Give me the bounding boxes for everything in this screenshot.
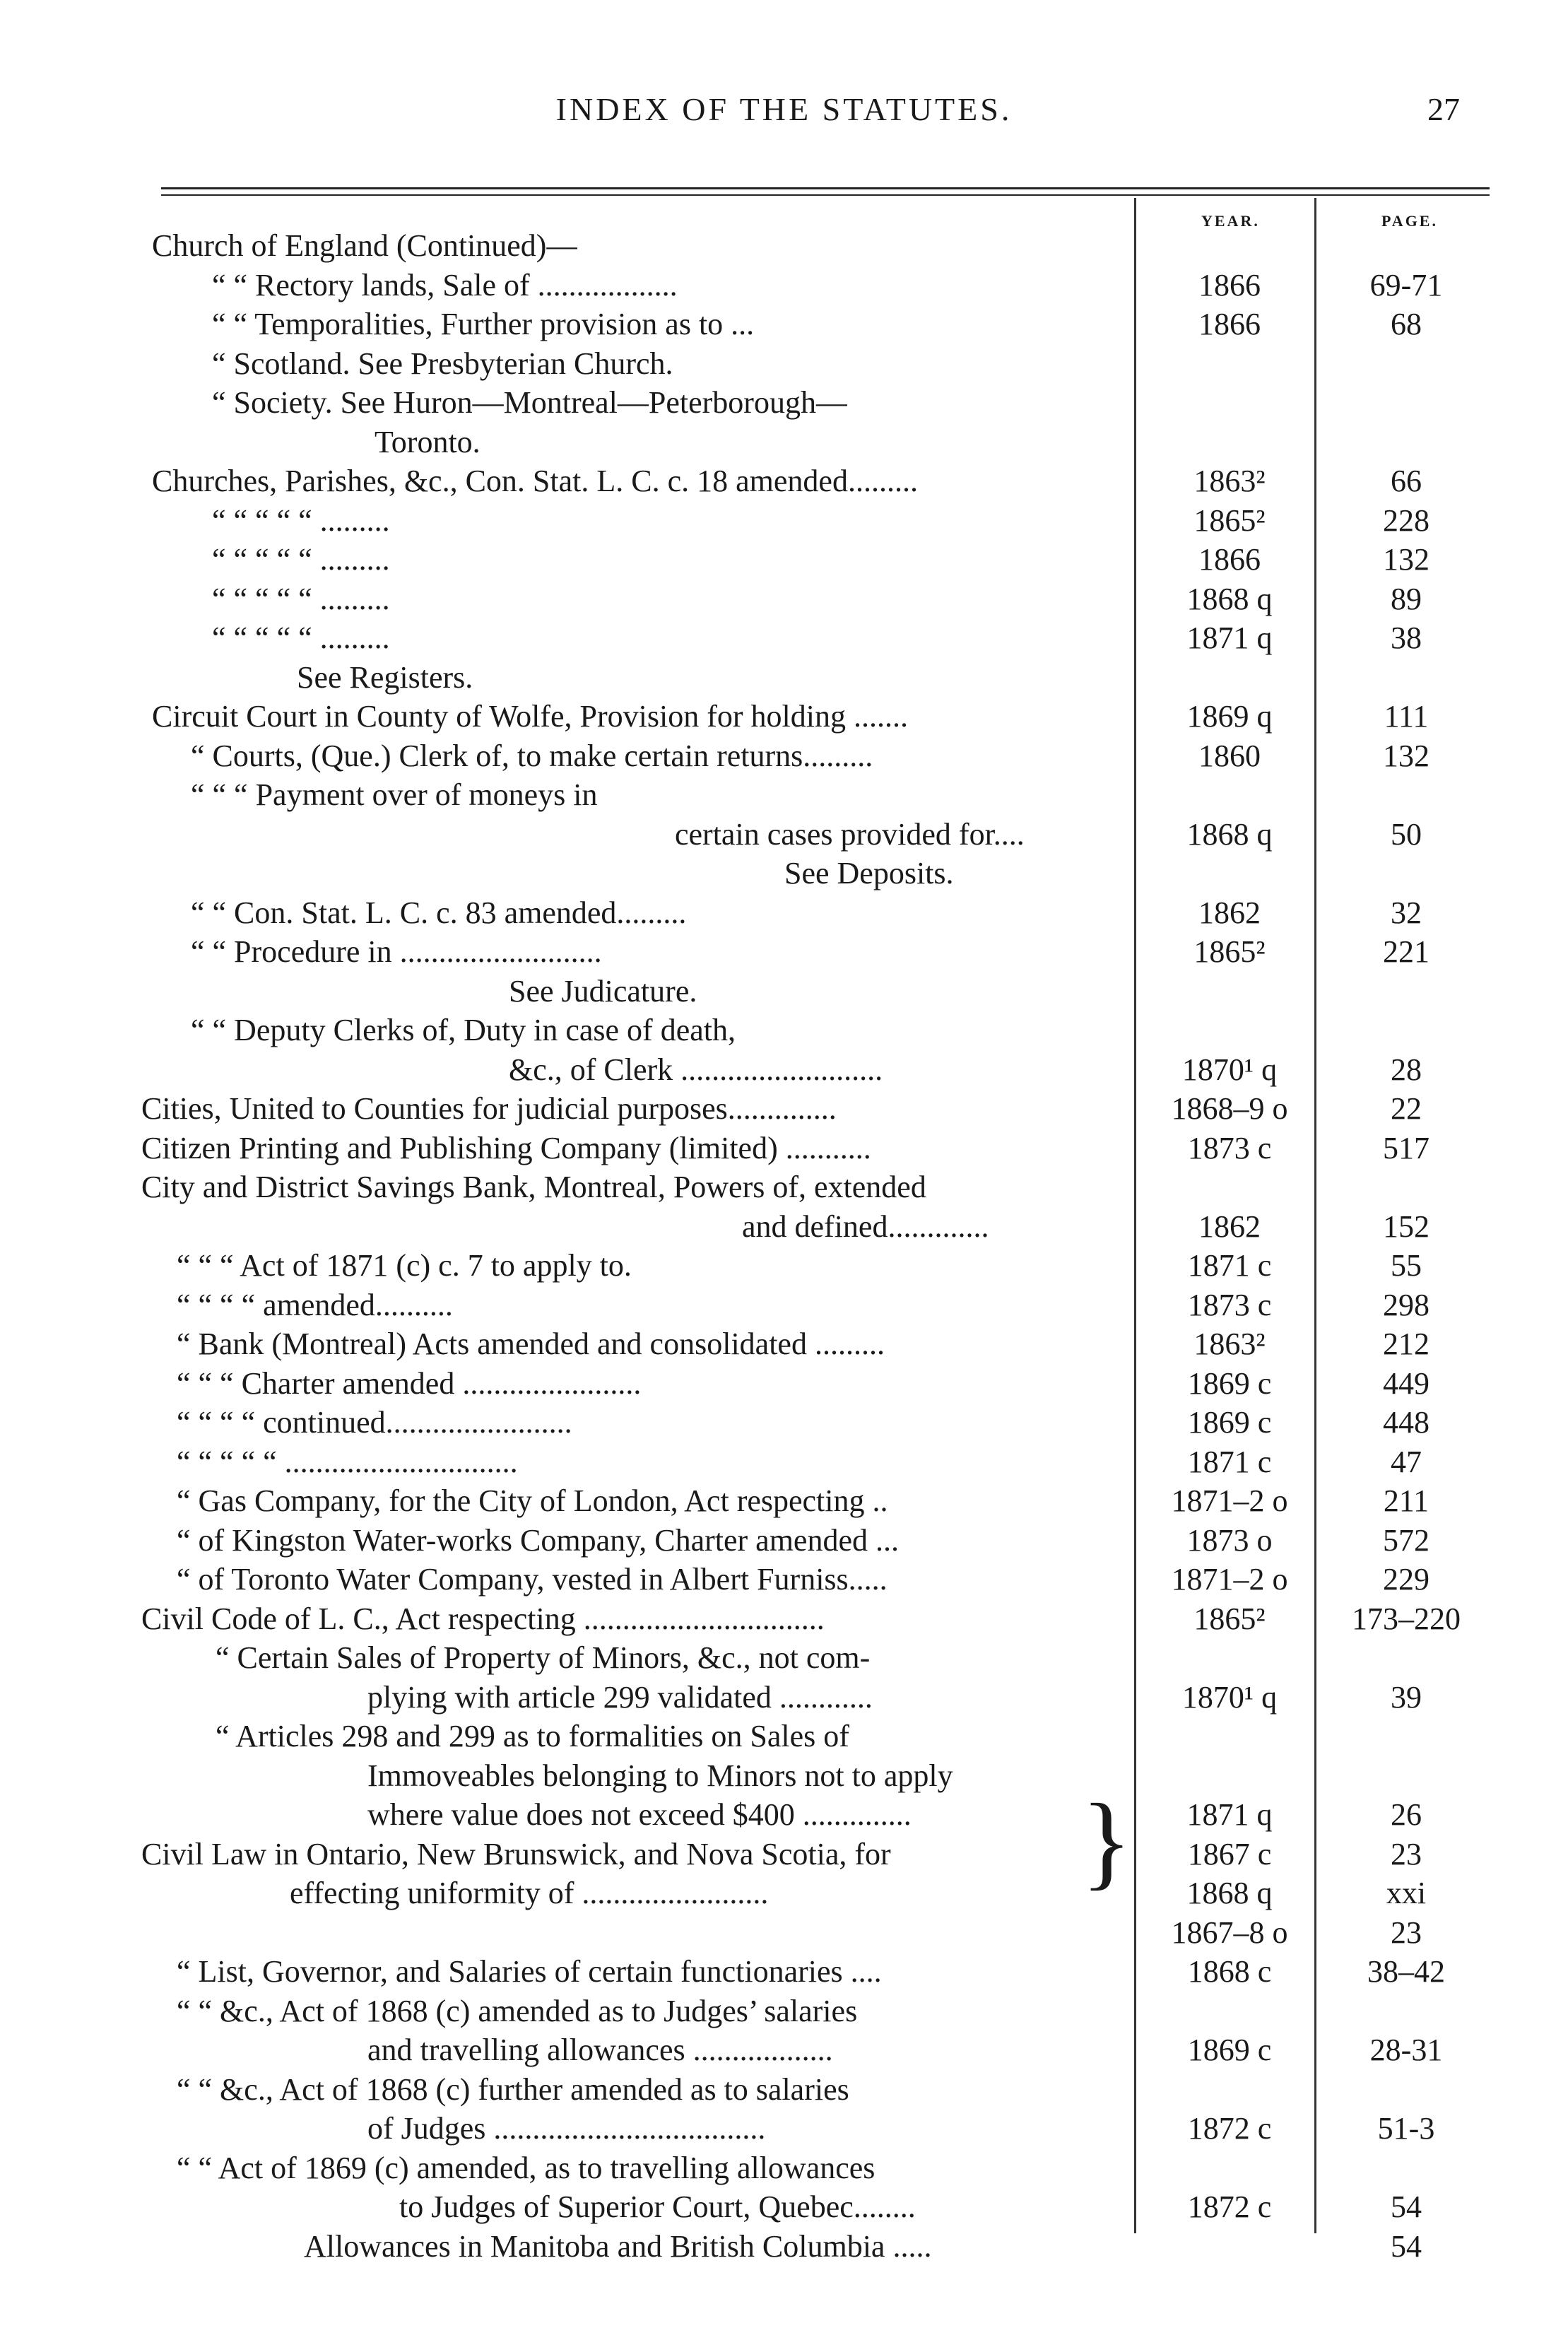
entry-year: 1868 q: [1186, 1876, 1273, 1910]
entry-page: 89: [1391, 582, 1422, 616]
entry-page: 38: [1391, 621, 1422, 655]
entry-year: 1867 c: [1187, 1837, 1272, 1871]
entry-year: 1872 c: [1187, 2189, 1272, 2224]
entry-description: “ Scotland. See Presbyterian Church.: [212, 346, 673, 381]
entry-year: 1871 c: [1187, 1248, 1272, 1283]
entry-description: where value does not exceed $400 ..............: [367, 1797, 912, 1832]
entry-description: “ “ Temporalities, Further provision as to ...: [212, 307, 755, 341]
entry-description: Church of England (Continued)—: [152, 228, 578, 263]
entry-year: 1873 c: [1187, 1131, 1272, 1165]
entry-description: “ “ &c., Act of 1868 (c) further amended as to salaries: [177, 2072, 849, 2107]
entry-year: 1871 q: [1186, 1797, 1273, 1832]
entry-year: 1869 c: [1187, 1405, 1272, 1440]
entry-description: “ Articles 298 and 299 as to formalities on Sales of: [216, 1719, 849, 1753]
brace-mark: }: [1081, 1782, 1132, 1900]
entry-year: 1872 c: [1187, 2111, 1272, 2146]
entry-page: 448: [1383, 1405, 1430, 1440]
entry-description: Civil Code of L. C., Act respecting ...............................: [141, 1601, 825, 1636]
entry-description: Circuit Court in County of Wolfe, Provision for holding .......: [152, 699, 908, 734]
entry-description: “ “ Procedure in ..........................: [191, 934, 602, 969]
entry-description: to Judges of Superior Court, Quebec........: [399, 2189, 916, 2224]
entry-description: City and District Savings Bank, Montreal, Powers of, extended: [141, 1170, 926, 1204]
entry-description: certain cases provided for....: [675, 817, 1025, 852]
entry-year: 1873 c: [1187, 1288, 1272, 1322]
entry-year: 1866: [1198, 542, 1261, 577]
entry-page: 228: [1383, 503, 1430, 538]
entry-description: “ “ Con. Stat. L. C. c. 83 amended.........: [191, 895, 687, 930]
entry-page: 23: [1391, 1837, 1422, 1871]
entry-page: 23: [1391, 1915, 1422, 1950]
entry-description: “ Courts, (Que.) Clerk of, to make certain returns.........: [191, 739, 873, 773]
entry-year: 1869 q: [1186, 699, 1273, 734]
page-title: INDEX OF THE STATUTES.: [555, 91, 1013, 127]
entry-year: 1868–9 o: [1171, 1091, 1288, 1126]
entry-year: 1860: [1198, 739, 1261, 773]
entry-year: 1870¹ q: [1181, 1052, 1278, 1087]
entry-year: 1868 c: [1187, 1954, 1272, 1989]
entry-description: Citizen Printing and Publishing Company (limited) ...........: [141, 1131, 871, 1165]
entry-page: 26: [1391, 1797, 1422, 1832]
page-number: 27: [1427, 91, 1460, 127]
entry-page: 152: [1383, 1209, 1430, 1244]
entry-description: Allowances in Manitoba and British Columbia .....: [304, 2229, 932, 2264]
entry-description: and defined.............: [742, 1209, 989, 1244]
entry-year: 1866: [1198, 307, 1261, 341]
entry-year: 1873 o: [1186, 1523, 1273, 1558]
entry-description: Immoveables belonging to Minors not to apply: [367, 1758, 953, 1793]
entry-description: See Deposits.: [784, 856, 954, 890]
entry-description: “ “ “ Charter amended .......................: [177, 1366, 642, 1401]
entry-year: 1866: [1198, 268, 1261, 302]
entry-page: 51-3: [1377, 2111, 1435, 2146]
entry-description: of Judges ...................................: [367, 2111, 766, 2146]
entry-year: 1863²: [1193, 1327, 1266, 1361]
entry-page: 212: [1383, 1327, 1430, 1361]
entry-year: 1871 c: [1187, 1445, 1272, 1479]
entry-page: 55: [1391, 1248, 1422, 1283]
entry-description: “ Certain Sales of Property of Minors, &c., not com-: [216, 1640, 871, 1675]
entry-description: “ Bank (Montreal) Acts amended and consolidated .........: [177, 1327, 885, 1361]
entry-year: 1869 c: [1187, 1366, 1272, 1401]
entry-description: “ “ “ “ “ .........: [212, 503, 390, 538]
entry-description: Cities, United to Counties for judicial purposes..............: [141, 1091, 837, 1126]
entry-description: plying with article 299 validated ............: [367, 1680, 873, 1715]
entry-description: “ “ &c., Act of 1868 (c) amended as to Judges’ salaries: [177, 1994, 858, 2028]
entry-description: “ “ “ Payment over of moneys in: [191, 777, 598, 812]
entry-page: 173–220: [1352, 1601, 1461, 1636]
entry-year: 1862: [1198, 895, 1261, 930]
entry-description: “ Gas Company, for the City of London, Act respecting ..: [177, 1483, 888, 1518]
entry-description: effecting uniformity of ........................: [290, 1876, 769, 1910]
entry-description: “ of Kingston Water-works Company, Charter amended ...: [177, 1523, 899, 1558]
entry-description: “ Society. See Huron—Montreal—Peterborough—: [212, 385, 847, 420]
entry-description: Civil Law in Ontario, New Brunswick, and Nova Scotia, for: [141, 1837, 891, 1871]
entry-page: xxi: [1386, 1876, 1427, 1910]
entry-year: 1865²: [1193, 503, 1266, 538]
entry-page: 32: [1391, 895, 1422, 930]
entry-page: 54: [1391, 2229, 1422, 2264]
entry-year: 1868 q: [1186, 817, 1273, 852]
entry-description: “ “ “ “ amended..........: [177, 1288, 453, 1322]
entry-description: “ “ “ “ continued........................: [177, 1405, 572, 1440]
entry-description: See Judicature.: [509, 974, 697, 1009]
entry-year: 1871–2 o: [1171, 1483, 1288, 1518]
entry-year: 1868 q: [1186, 582, 1273, 616]
entry-description: “ “ “ “ “ .........: [212, 582, 390, 616]
entry-description: Toronto.: [375, 425, 481, 459]
entry-description: Churches, Parishes, &c., Con. Stat. L. C. c. 18 amended.........: [152, 464, 918, 498]
entry-page: 211: [1383, 1483, 1430, 1518]
page-column-header: PAGE.: [1381, 212, 1438, 230]
entry-page: 132: [1383, 542, 1430, 577]
entry-page: 69-71: [1369, 268, 1443, 302]
entry-description: “ “ Rectory lands, Sale of ..................: [212, 268, 678, 302]
entry-page: 66: [1391, 464, 1422, 498]
entry-year: 1865²: [1193, 934, 1266, 969]
entry-page: 517: [1383, 1131, 1430, 1165]
entry-description: &c., of Clerk ..........................: [509, 1052, 883, 1087]
entry-page: 572: [1383, 1523, 1430, 1558]
entry-description: See Registers.: [297, 660, 473, 695]
entry-description: “ “ Deputy Clerks of, Duty in case of death,: [191, 1013, 736, 1047]
entry-page: 449: [1383, 1366, 1430, 1401]
entry-year: 1862: [1198, 1209, 1261, 1244]
entry-page: 28: [1391, 1052, 1422, 1087]
entry-page: 68: [1391, 307, 1422, 341]
entry-description: “ List, Governor, and Salaries of certain functionaries ....: [177, 1954, 882, 1989]
entry-description: “ “ Act of 1869 (c) amended, as to travelling allowances: [177, 2151, 876, 2185]
entry-description: “ “ “ “ “ .........: [212, 621, 390, 655]
entry-page: 54: [1391, 2189, 1422, 2224]
entry-page: 28-31: [1369, 2033, 1443, 2067]
year-column-header: YEAR.: [1201, 212, 1260, 230]
entry-year: 1863²: [1193, 464, 1266, 498]
entry-description: “ “ “ “ “ .........: [212, 542, 390, 577]
entry-page: 22: [1391, 1091, 1422, 1126]
entry-page: 298: [1383, 1288, 1430, 1322]
entry-page: 229: [1383, 1562, 1430, 1597]
entry-description: “ “ “ Act of 1871 (c) c. 7 to apply to.: [177, 1248, 632, 1283]
entry-page: 39: [1391, 1680, 1422, 1715]
entry-year: 1871 q: [1186, 621, 1273, 655]
entry-description: and travelling allowances ..................: [367, 2033, 833, 2067]
entry-year: 1867–8 o: [1171, 1915, 1288, 1950]
entry-year: 1869 c: [1187, 2033, 1272, 2067]
entry-page: 221: [1383, 934, 1430, 969]
entry-page: 38–42: [1367, 1954, 1445, 1989]
entry-page: 50: [1391, 817, 1422, 852]
entry-page: 47: [1391, 1445, 1422, 1479]
entry-year: 1865²: [1193, 1601, 1266, 1636]
entry-year: 1870¹ q: [1181, 1680, 1278, 1715]
entry-page: 111: [1384, 699, 1429, 734]
entry-year: 1871–2 o: [1171, 1562, 1288, 1597]
entry-description: “ “ “ “ “ ..............................: [177, 1445, 518, 1479]
entry-page: 132: [1383, 739, 1430, 773]
entry-description: “ of Toronto Water Company, vested in Albert Furniss.....: [177, 1562, 888, 1597]
